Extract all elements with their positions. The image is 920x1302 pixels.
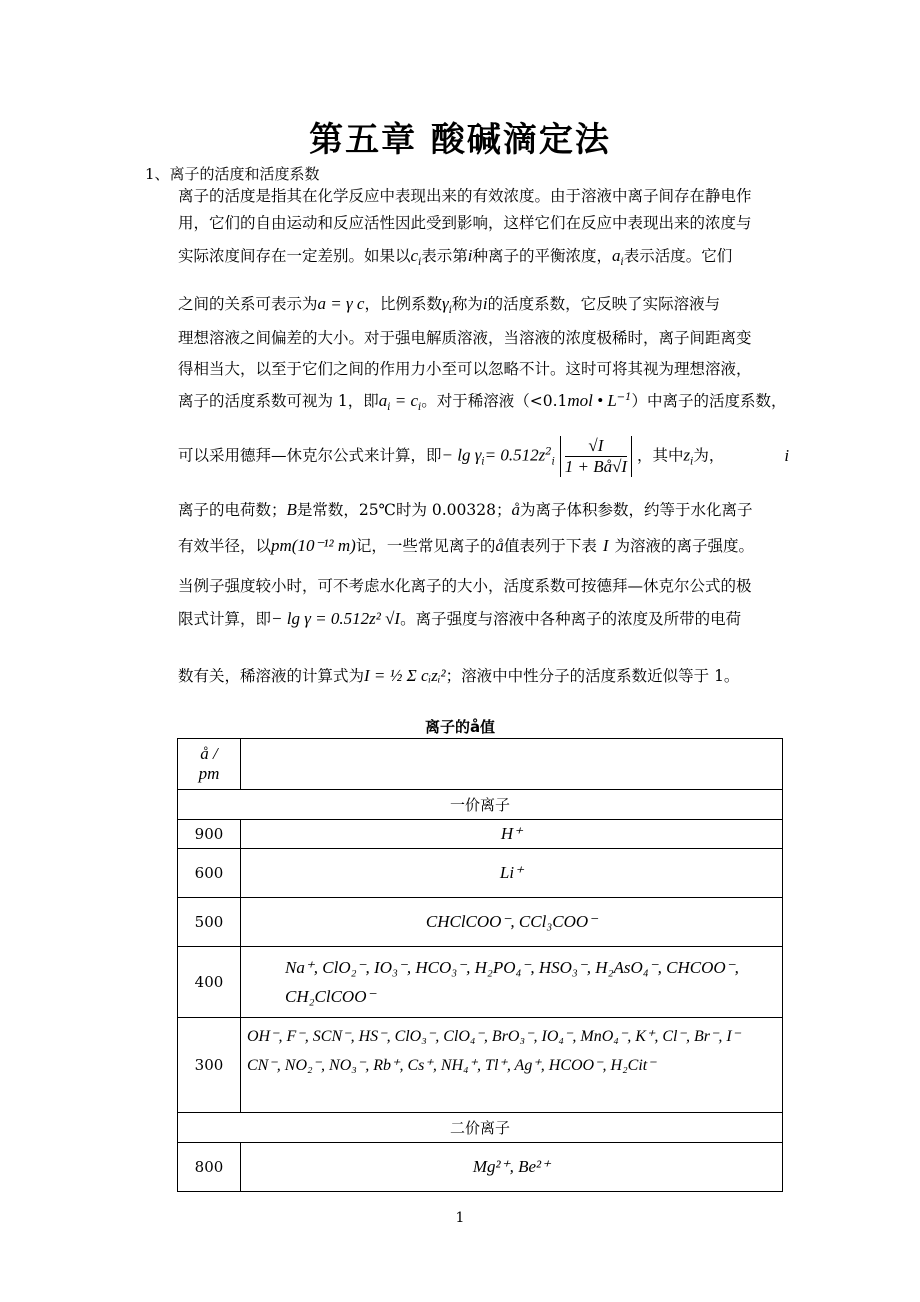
- table-row: 800 Mg²⁺, Be²⁺: [178, 1143, 783, 1192]
- page-number: 1: [455, 1210, 465, 1226]
- limit-formula: − lg γ = 0.512z² √I: [271, 609, 401, 628]
- paragraph-line: 理想溶液之间偏差的大小。对于强电解质溶液，当溶液的浓度极稀时，离子间距离变: [178, 329, 752, 347]
- debye-huckel-fraction: $\frac{√I}{1 + Bå√I}$: [560, 436, 632, 477]
- paragraph-line: 限式计算，即− lg γ = 0.512z² √I。离子强度与溶液中各种离子的浓度及所带的电荷: [178, 609, 742, 628]
- paragraph-line: 当例子强度较小时，可不考虑水化离子的大小，活度系数可按德拜—休克尔公式的极: [178, 577, 752, 595]
- table-row: 400 Na⁺, ClO₂⁻, IO₃⁻, HCO₃⁻, H₂PO₄⁻, HSO₃⁻, H₂AsO₄⁻, CHCOO⁻, CH₂ClCOO⁻: [178, 947, 783, 1018]
- paragraph-line: 离子的电荷数；B是常数，25℃时为 0.00328；å为离子体积参数，约等于水化离子: [178, 500, 753, 519]
- table-row: 300 OH⁻, F⁻, SCN⁻, HS⁻, ClO₃⁻, ClO₄⁻, BrO₃⁻, IO₄⁻, MnO₄⁻, K⁺, Cl⁻, Br⁻, I⁻ CN⁻, NO₂⁻, NO₃⁻, Rb⁺, Cs⁺, NH₄⁺, Tl⁺, Ag⁺, HCOO⁻, H₂Cit⁻: [178, 1018, 783, 1113]
- table-row: 600 Li⁺: [178, 849, 783, 898]
- ionic-strength-formula: I = ½ Σ cᵢzᵢ²: [364, 666, 446, 685]
- table-header-row: å / pm: [178, 739, 783, 790]
- table-caption: 离子的å值: [424, 718, 496, 736]
- activity-relation: a = γ c: [317, 294, 365, 313]
- table-group-row: 二价离子: [178, 1113, 783, 1143]
- table-row: 900 H⁺: [178, 820, 783, 849]
- paragraph-line: 得相当大，以至于它们之间的作用力小至可以忽略不计。这时可将其视为理想溶液，: [178, 360, 752, 378]
- paragraph-line: 数有关，稀溶液的计算式为I = ½ Σ cᵢzᵢ²；溶液中中性分子的活度系数近似等于 1。: [178, 666, 740, 685]
- table-row: 500 CHClCOO⁻, CCl₃COO⁻: [178, 898, 783, 947]
- paragraph-line: 离子的活度系数可视为 1，即$a_i = c_i$。对于稀溶液（<0.1mol • $L^{-1}$）中离子的活度系数，: [178, 391, 787, 414]
- paragraph-line: 之间的关系可表示为a = γ c，比例系数$\gamma_i$称为i的活度系数，它反映了实际溶液与: [178, 294, 721, 317]
- ion-size-table: [177, 738, 783, 1192]
- paragraph-line: 可以采用德拜—休克尔公式来计算，即− $\lg \gamma_i= 0.512z^2_i$ $\frac{√I}{1 + Bå√I}$ ，其中$z_i$为， i: [178, 436, 790, 476]
- paragraph-line: 实际浓度间存在一定差别。如果以$c_i$表示第i种离子的平衡浓度，$a_i$表示活度。它们: [178, 246, 733, 269]
- paragraph-line: 用，它们的自由运动和反应活性因此受到影响，这样它们在反应中表现出来的浓度与: [178, 214, 752, 232]
- section-heading: 1、离子的活度和活度系数: [145, 165, 320, 183]
- paragraph-line: 有效半径，以pm(10⁻¹² m)记，一些常见离子的å值表列于下表 I 为溶液的离子强度。: [178, 536, 755, 555]
- page-title: 第五章 酸碱滴定法: [309, 120, 611, 160]
- paragraph-line: 离子的活度是指其在化学反应中表现出来的有效浓度。由于溶液中离子间存在静电作: [178, 187, 752, 205]
- table-group-row: 一价离子: [178, 790, 783, 820]
